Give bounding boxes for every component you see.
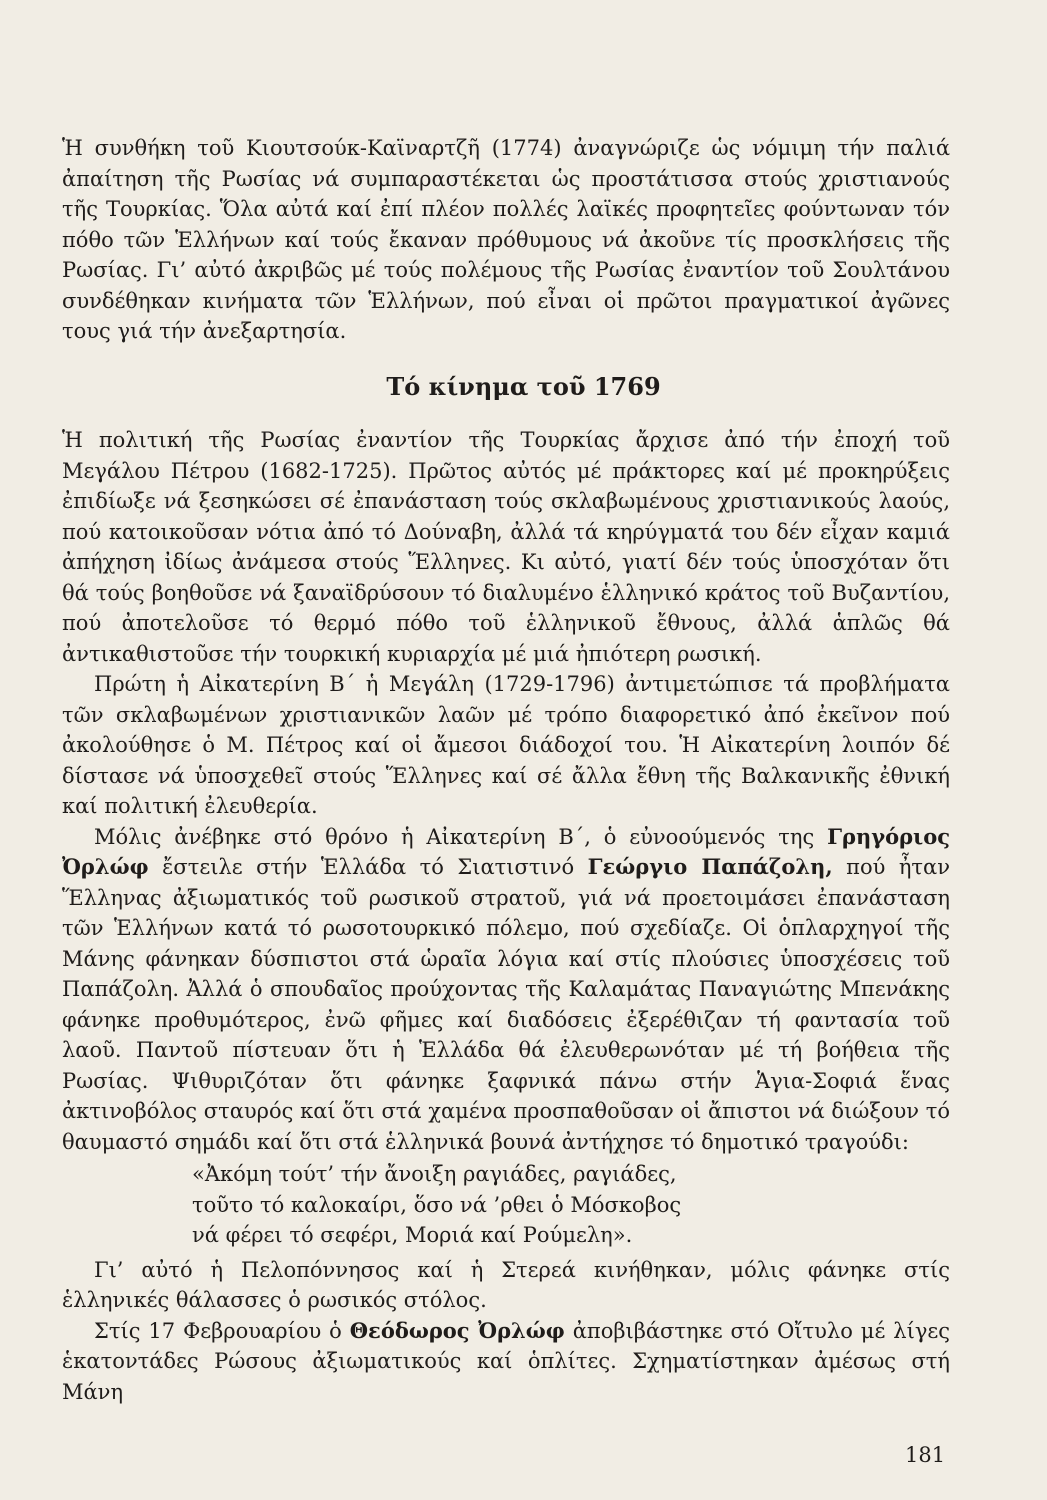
- paragraph-2: Ἡ πολιτική τῆς Ρωσίας ἐναντίον τῆς Τουρκίας ἄρχισε ἀπό τήν ἐποχή τοῦ Μεγάλου Πέτρου (1682-1725). Πρῶτος αὐτός μέ πράκτορες καί μέ προκηρύξεις ἐπιδίωξε νά ξεσηκώσει σέ ἐπανάσταση τούς σκλαβωμένους χριστιανικούς λαούς, πού κατοικοῦσαν νότια ἀπό τό Δούναβη, ἀλλά τά κηρύγματά του δέν εἶχαν καμιά ἀπήχηση ἰδίως ἀνάμεσα στούς Ἕλληνες. Κι αὐτό, γιατί δέν τούς ὑποσχόταν ὅτι θά τούς βοηθοῦσε νά ξαναϊδρύσουν τό διαλυμένο ἑλληνικό κράτος τοῦ Βυζαντίου, πού ἀποτελοῦσε τό θερμό πόθο τοῦ ἑλληνικοῦ ἔθνους, ἀλλά ἁπλῶς θά ἀντικαθιστοῦσε τήν τουρκική κυριαρχία μέ μιά ἠπιότερη ρωσική.: [62, 428, 950, 666]
- paragraph-3: Πρώτη ἡ Αἰκατερίνη Β΄ ἡ Μεγάλη (1729-1796) ἀντιμετώπισε τά προβλήματα τῶν σκλαβωμένων χριστιανικῶν λαῶν μέ τρόπο διαφορετικό ἀπό ἐκεῖνον πού ἀκολούθησε ὁ Μ. Πέτρος καί οἱ ἄμεσοι διάδοχοί του. Ἡ Αἰκατερίνη λοιπόν δέ δίστασε νά ὑποσχεθεῖ στούς Ἕλληνες καί σέ ἄλλα ἔθνη τῆς Βαλκανικῆς ἐθνική καί πολιτική ἐλευθερία.: [62, 672, 950, 818]
- body-block: [62, 425, 950, 1407]
- folk-song: [192, 1159, 950, 1251]
- intro-block: [62, 133, 950, 347]
- section-heading: Τό κίνημα τοῦ 1769: [386, 372, 661, 401]
- poem-line: τοῦτο τό καλοκαίρι, ὅσο νά ’ρθει ὁ Μόσκοβος: [192, 1192, 682, 1217]
- paragraph-6: Στίς 17 Φεβρουαρίου ὁ Θεόδωρος Ὀρλώφ ἀποβιβάστηκε στό Οἴτυλο μέ λίγες ἑκατοντάδες Ρώσους ἀξιωματικούς καί ὁπλίτες. Σχηματίστηκαν ἀμέσως στή Μάνη: [62, 1317, 951, 1404]
- paragraph-1: Ἡ συνθήκη τοῦ Κιουτσούκ-Καϊναρτζῆ (1774) ἀναγνώριζε ὡς νόμιμη τήν παλιά ἀπαίτηση τῆς Ρωσίας νά συμπαραστέκεται ὡς προστάτισσα στούς χριστιανούς τῆς Τουρκίας. Ὅλα αὐτά καί ἐπί πλέον πολλές λαϊκές προφητεῖες φούντωναν τόν πόθο τῶν Ἑλλήνων καί τούς ἔκαναν πρόθυμους νά ἀκοῦνε τίς προσκλήσεις τῆς Ρωσίας. Γι’ αὐτό ἀκριβῶς μέ τούς πολέμους τῆς Ρωσίας ἐναντίον τοῦ Σουλτάνου συνδέθηκαν κινήματα τῶν Ἑλλήνων, πού εἶναι οἱ πρῶτοι πραγματικοί ἀγῶνες τους γιά τήν ἀνεξαρτησία.: [62, 136, 950, 343]
- name-theodoros-orlof: Θεόδωρος Ὀρλώφ: [349, 1317, 565, 1343]
- name-georgios-papazolis: Γεώργιο Παπάζολη,: [587, 854, 833, 879]
- paragraph-4: Μόλις ἀνέβηκε στό θρόνο ἡ Αἰκατερίνη Β΄, ὁ εὐνοούμενός της Γρηγόριος Ὀρλώφ ἔστειλε στήν Ἑλλάδα τό Σιατιστινό Γεώργιο Παπάζολη, πού ἦταν Ἕλληνας ἀξιωματικός τοῦ ρωσικοῦ στρατοῦ, γιά νά προετοιμάσει ἐπανάσταση τῶν Ἑλλήνων κατά τό ρωσοτουρκικό πόλεμο, πού σχεδίαζε. Οἱ ὁπλαρχηγοί τῆς Μάνης φάνηκαν δύσπιστοι στά ὡραῖα λόγια καί στίς πλούσιες ὑποσχέσεις τοῦ Παπάζολη. Ἀλλά ὁ σπουδαῖος προύχοντας τῆς Καλαμάτας Παναγιώτης Μπενάκης φάνηκε προθυμότερος, ἐνῶ φῆμες καί διαδόσεις ἐξερέθιζαν τή φαντασία τοῦ λαοῦ. Παντοῦ πίστευαν ὅτι ἡ Ἑλλάδα θά ἐλευθερωνόταν μέ τή βοήθεια τῆς Ρωσίας. Ψιθυριζόταν ὅτι φάνηκε ξαφνικά πάνω στήν Ἁγια-Σοφιά ἕνας ἀκτινοβόλος σταυρός καί ὅτι στά χαμένα προσπαθοῦσαν οἱ ἄπιστοι νά διώξουν τό θαυμαστό σημάδι καί ὅτι στά ἑλληνικά βουνά ἀντήχησε τό δημοτικό τραγούδι:: [62, 823, 951, 1154]
- name-grigorios-orlof: Γρηγόριος Ὀρλώφ: [62, 823, 950, 879]
- page-number: 181: [905, 1443, 946, 1467]
- poem-line: «Ἀκόμη τούτ’ τήν ἄνοιξη ραγιάδες, ραγιάδες,: [192, 1162, 677, 1186]
- poem-line: νά φέρει τό σεφέρι, Μοριά καί Ρούμελη».: [192, 1223, 633, 1247]
- paragraph-5: Γι’ αὐτό ἡ Πελοπόννησος καί ἡ Στερεά κινήθηκαν, μόλις φάνηκε στίς ἑλληνικές θάλασσες ὁ ρωσικός στόλος.: [62, 1257, 950, 1312]
